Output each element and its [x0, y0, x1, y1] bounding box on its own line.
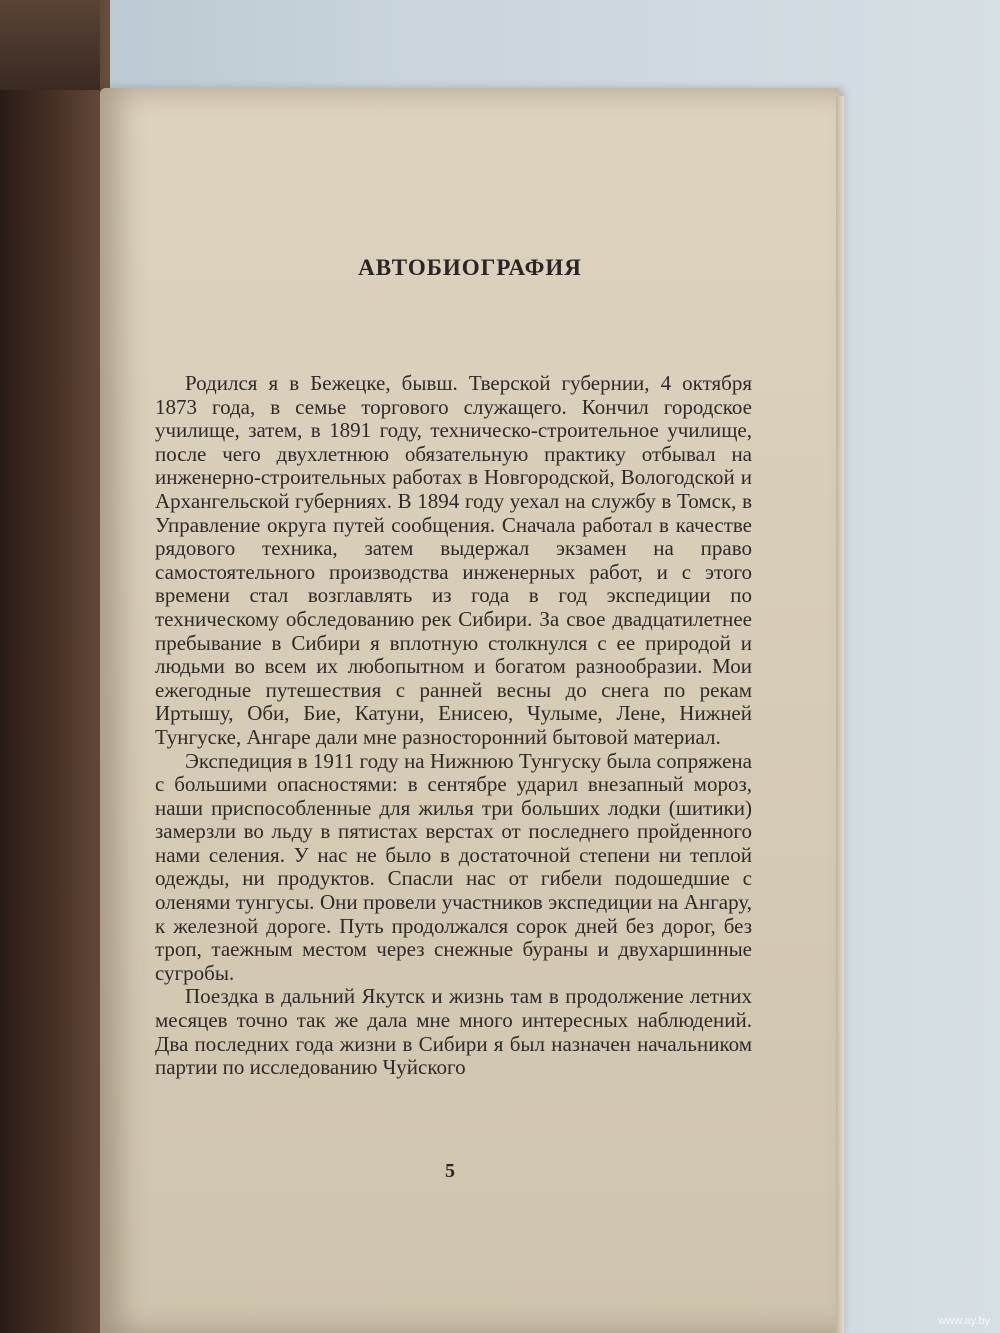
book-cover-top	[0, 0, 100, 90]
book-cover-left	[0, 0, 110, 1333]
page-title: АВТОБИОГРАФИЯ	[358, 255, 582, 280]
paragraph-1: Родился я в Бежецке, бывш. Тверской губернии, 4 октября 1873 года, в семье торгового служащего. Кончил городское училище, затем, в 1891 году, техническо-строительное училище, после чего двухлетнюю обязательную практику отбывал на инженерно-строительных работах в Новгородской, Вологодской и Архангельской губерниях. В 1894 году уехал на службу в Томск, в Управление округа путей сообщения. Сначала работал в качестве рядового техника, затем выдержал экзамен на право самостоятельного производства инженерных работ, и с этого времени стал возглавлять из года в год экспедиции по техническому обследованию рек Сибири. За свое двадцатилетнее пребывание в Сибири я вплотную столкнулся с ее природой и людьми во всем их любопытном и богатом разнообразии. Мои ежегодные путешествия с ранней весны до снега по рекам Иртышу, Оби, Бие, Катуни, Енисею, Чулыме, Лене, Нижней Тунгуске, Ангаре дали мне разносторонний бытовой материал.	[155, 371, 752, 749]
page-edge	[836, 96, 844, 1333]
watermark: www.ay.by	[938, 1315, 990, 1327]
body-text	[155, 372, 752, 1080]
paragraph-3: Поездка в дальний Якутск и жизнь там в продолжение летних месяцев точно так же дала мне много интересных наблюдений. Два последних года жизни в Сибири я был назначен начальником партии по исследованию Чуйского	[155, 984, 752, 1080]
page-number: 5	[445, 1160, 455, 1182]
paragraph-2: Экспедиция в 1911 году на Нижнюю Тунгуску была сопряжена с большими опасностями: в сентябре ударил внезапный мороз, наши приспособленные для жилья три больших лодки (шитики) замерзли во льду в пятистах верстах от последнего пройденного нами селения. У нас не было в достаточной степени ни теплой одежды, ни продуктов. Спасли нас от гибели подошедшие с оленями тунгусы. Они провели участников экспедиции на Ангару, к железной дороге. Путь продолжался сорок дней без дорог, без троп, таежным местом через снежные бураны и двухаршинные сугробы.	[155, 748, 752, 985]
